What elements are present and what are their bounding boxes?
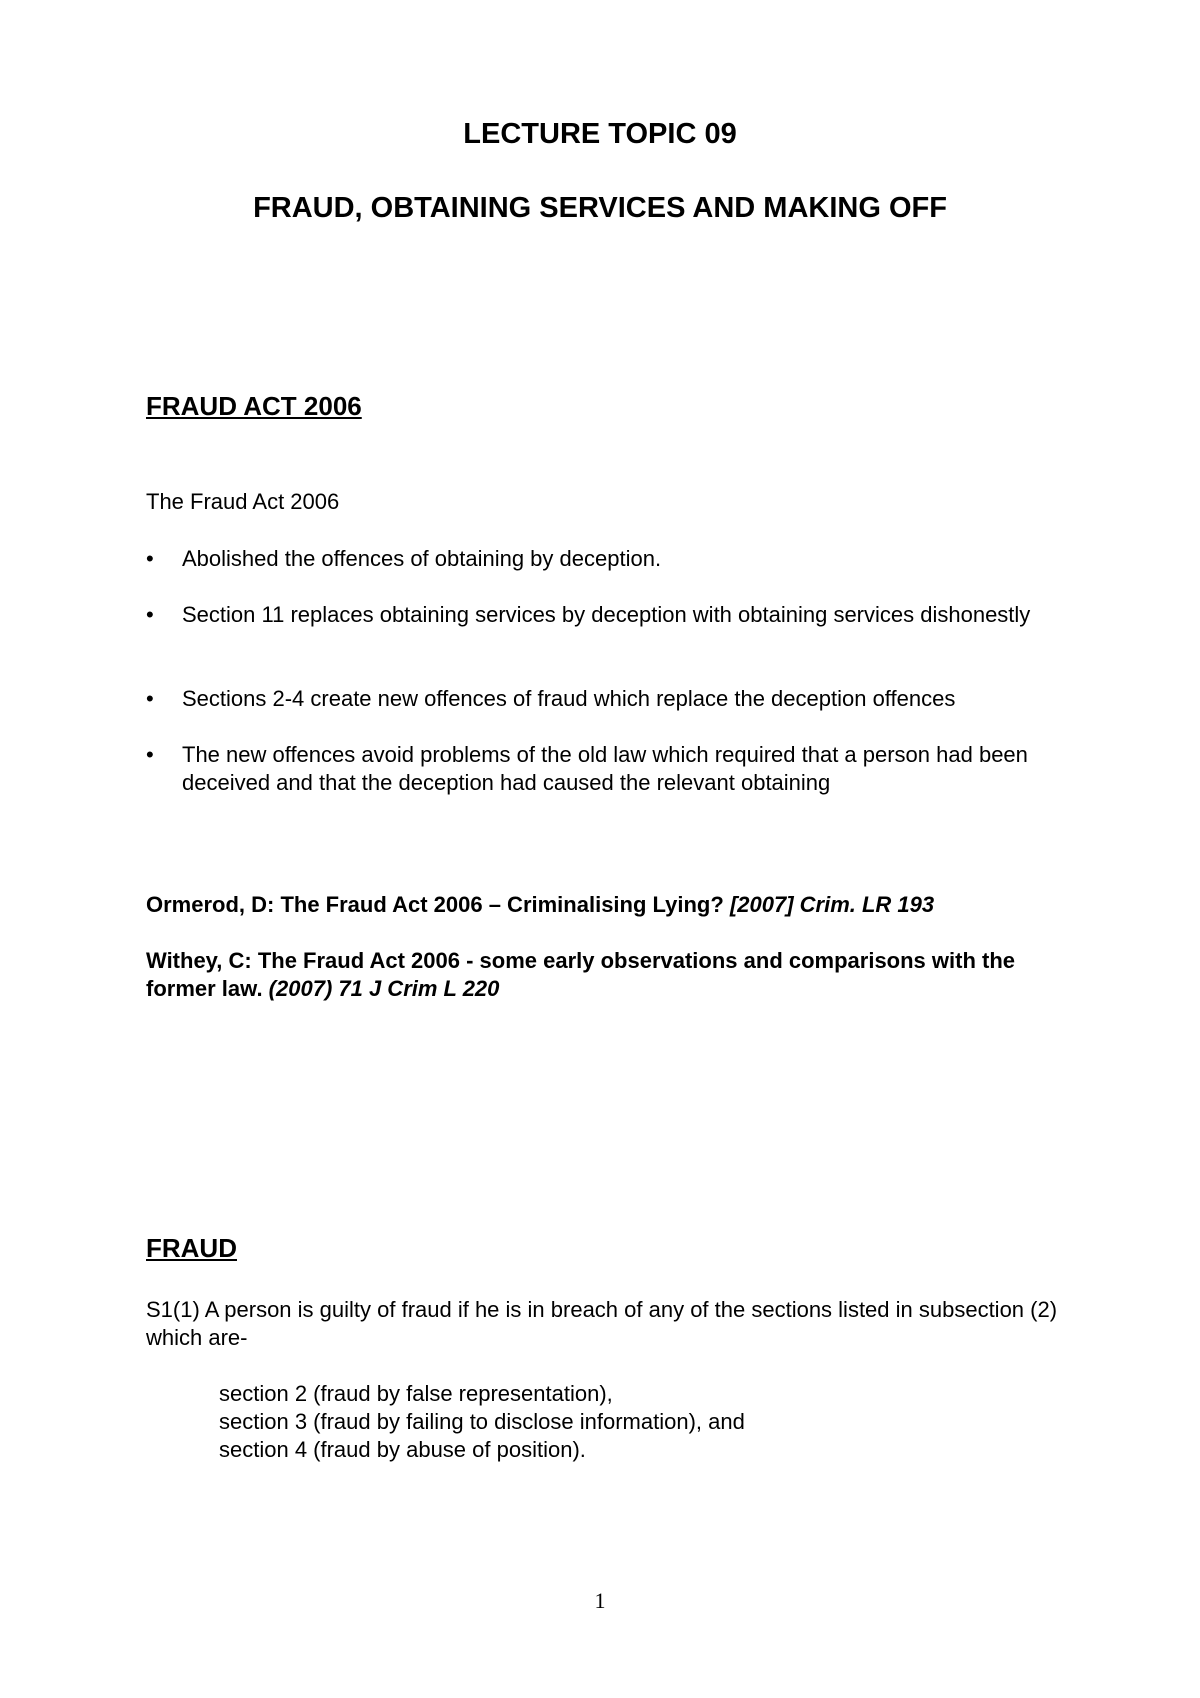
reference-main: Ormerod, D: The Fraud Act 2006 – Criminalising Lying? <box>146 892 730 917</box>
list-item <box>146 741 1076 797</box>
list-item: section 2 (fraud by false representation), <box>219 1381 613 1406</box>
reference-withey <box>146 947 1066 1003</box>
reference-citation: [2007] Crim. LR 193 <box>729 892 935 917</box>
list-item: section 4 (fraud by abuse of position). <box>219 1437 586 1462</box>
reference-main: Withey, C: The Fraud Act 2006 - some early observations and comparisons with the former law. <box>146 948 1016 1001</box>
bullet-text: Section 11 replaces obtaining services by deception with obtaining services dishonestly <box>182 602 1031 627</box>
list-item <box>146 601 1076 629</box>
page-number: 1 <box>594 1588 606 1613</box>
lecture-topic-title: LECTURE TOPIC 09 <box>463 118 737 150</box>
lecture-subtitle: FRAUD, OBTAINING SERVICES AND MAKING OFF <box>253 192 947 224</box>
bullet-icon: • <box>146 546 154 571</box>
fraud-s1-paragraph: S1(1) A person is guilty of fraud if he is in breach of any of the sections listed in subsection (2) which are- <box>146 1297 1058 1350</box>
list-item: section 3 (fraud by failing to disclose information), and <box>219 1409 745 1434</box>
fraud-act-intro: The Fraud Act 2006 <box>146 489 340 514</box>
reference-ormerod <box>146 891 1066 919</box>
bullet-icon: • <box>146 602 154 627</box>
bullet-icon: • <box>146 742 154 767</box>
list-item <box>146 685 1076 713</box>
bullet-text: The new offences avoid problems of the old law which required that a person had been deceived and that the deception had caused the relevant obtaining <box>182 742 1028 795</box>
fraud-heading: FRAUD <box>146 1233 237 1263</box>
bullet-text: Abolished the offences of obtaining by deception. <box>182 546 662 571</box>
list-item <box>146 545 1076 573</box>
fraud-act-heading: FRAUD ACT 2006 <box>146 391 362 421</box>
bullet-text: Sections 2-4 create new offences of fraud which replace the deception offences <box>182 686 956 711</box>
bullet-icon: • <box>146 686 154 711</box>
reference-citation: (2007) 71 J Crim L 220 <box>268 976 500 1001</box>
